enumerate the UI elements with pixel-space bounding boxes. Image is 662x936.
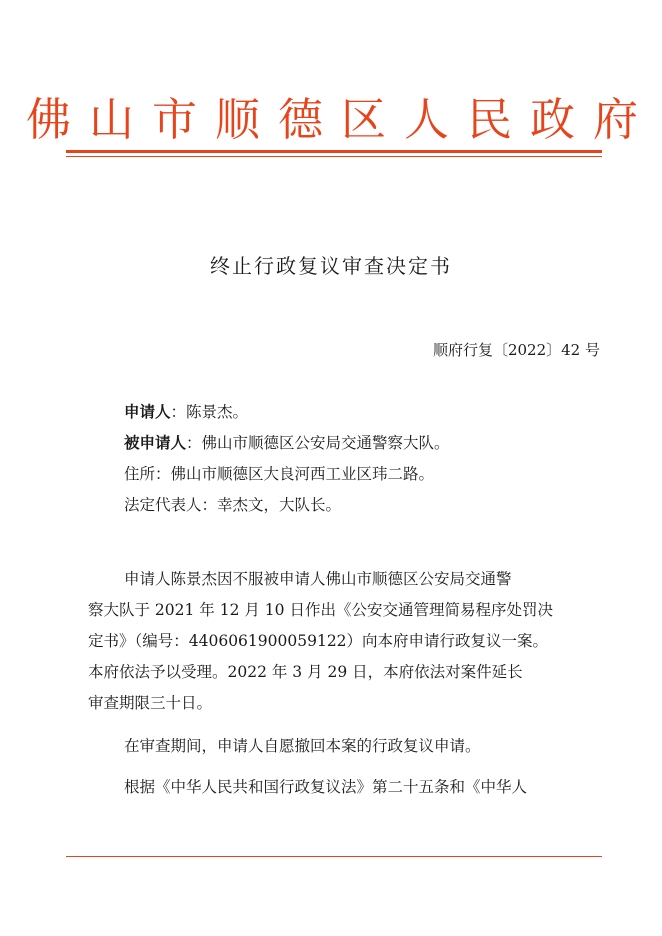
paragraph-1-line: 本府依法予以受理。2022 年 3 月 29 日，本府依法对案件延长 xyxy=(88,663,523,681)
paragraph-1-line: 察大队于 2021 年 12 月 10 日作出《公安交通管理简易程序处罚决 xyxy=(88,601,553,619)
paragraph-3 xyxy=(88,772,582,803)
document-number: 顺府行复〔2022〕42 号 xyxy=(432,341,600,359)
paragraph-2-line: 在审查期间，申请人自愿撤回本案的行政复议申请。 xyxy=(124,737,481,755)
applicant-line xyxy=(124,400,248,424)
header-rule-thick xyxy=(66,150,602,153)
applicant-label: 申请人 xyxy=(124,403,171,421)
header-rule-thin xyxy=(66,156,602,157)
issuing-authority-header: 佛山市顺德区人民政府 xyxy=(25,93,656,146)
paragraph-1-line: 定书》（编号：4406061900059122）向本府申请行政复议一案。 xyxy=(88,632,549,650)
document-title: 终止行政复议审查决定书 xyxy=(210,254,452,278)
paragraph-3-line: 根据《中华人民共和国行政复议法》第二十五条和《中华人 xyxy=(124,778,528,796)
paragraph-1 xyxy=(88,564,582,719)
respondent-label: 被申请人 xyxy=(124,434,187,452)
address-line: 住所：佛山市顺德区大良河西工业区玮二路。 xyxy=(124,465,435,483)
respondent-line xyxy=(124,431,450,455)
applicant-value: ：陈景杰。 xyxy=(170,403,249,421)
paragraph-1-line: 申请人陈景杰因不服被申请人佛山市顺德区公安局交通警 xyxy=(124,570,512,588)
respondent-value: ：佛山市顺德区公安局交通警察大队。 xyxy=(186,434,450,452)
legal-representative-line: 法定代表人：幸杰文，大队长。 xyxy=(124,496,342,514)
paragraph-1-line: 审查期限三十日。 xyxy=(88,694,213,712)
footer-rule xyxy=(66,856,602,857)
paragraph-2 xyxy=(88,731,582,762)
